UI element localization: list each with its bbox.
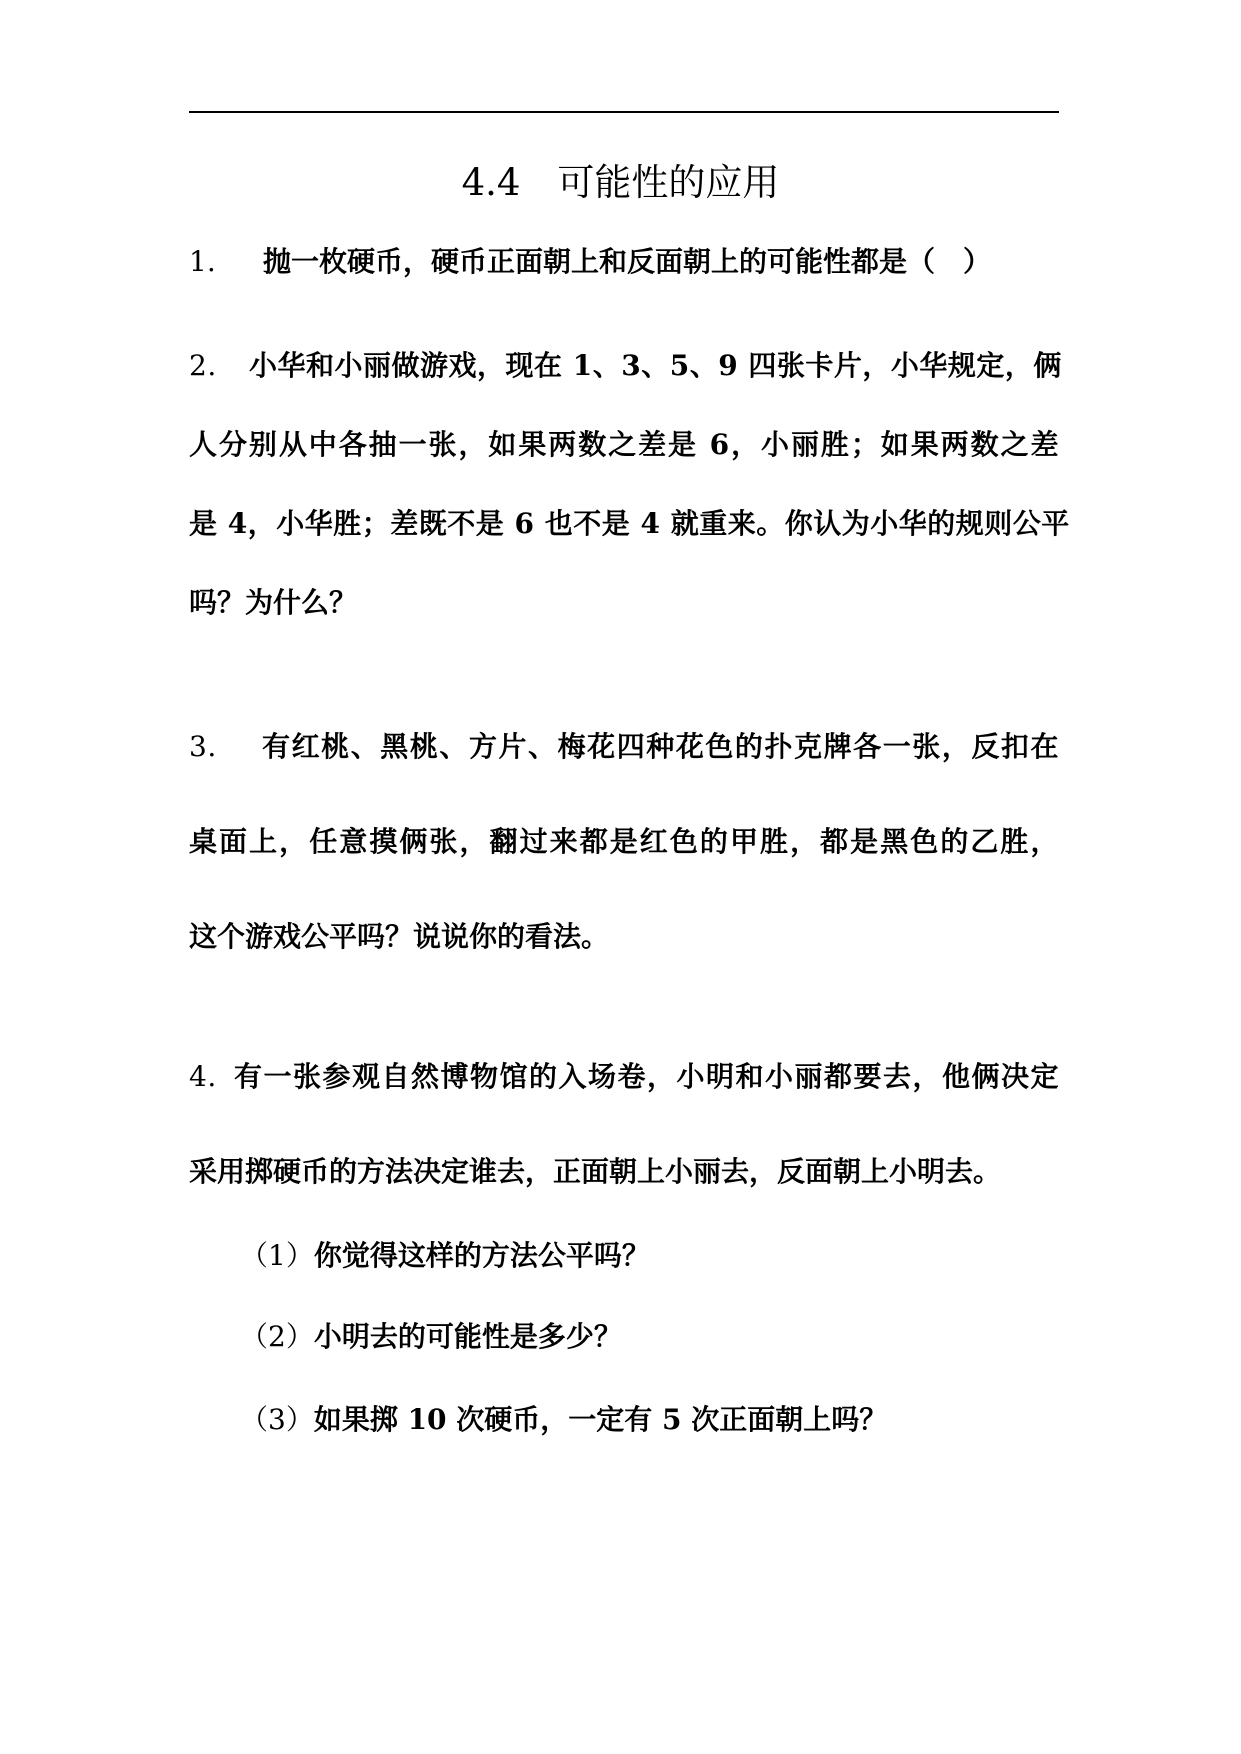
question-2-line-2: 人分别从中各抽一张，如果两数之差是 6，小丽胜；如果两数之差	[189, 428, 1059, 461]
header-rule	[189, 111, 1059, 113]
sub-question-3	[240, 1400, 887, 1440]
question-number: 3.	[189, 730, 217, 763]
sub-question-index: （3）	[240, 1403, 314, 1436]
question-4-line-1	[189, 1057, 1059, 1097]
sub-question-text: 小明去的可能性是多少？	[313, 1320, 622, 1353]
question-number: 1.	[189, 245, 216, 278]
sub-question-text: 你觉得这样的方法公平吗？	[313, 1239, 650, 1272]
question-3-line-2: 桌面上，任意摸俩张，翻过来都是红色的甲胜，都是黑色的乙胜，	[189, 825, 1059, 858]
question-1	[189, 242, 991, 282]
question-text-line: 有红桃、黑桃、方片、梅花四种花色的扑克牌各一张，反扣在	[261, 730, 1059, 763]
question-2-line-1	[189, 346, 1062, 386]
question-number: 4.	[189, 1060, 217, 1093]
question-4-line-2: 采用掷硬币的方法决定谁去，正面朝上小丽去，反面朝上小明去。	[189, 1155, 1002, 1188]
sub-question-index: （1）	[240, 1239, 314, 1272]
sub-question-text: 如果掷 10 次硬币，一定有 5 次正面朝上吗？	[313, 1403, 888, 1436]
page-title: 4.4 可能性的应用	[461, 161, 780, 204]
question-text-line: 抛一枚硬币，硬币正面朝上和反面朝上的可能性都是（ ）	[263, 245, 992, 278]
question-2-line-4: 吗？为什么？	[189, 586, 358, 619]
question-text-line: 有一张参观自然博物馆的入场卷，小明和小丽都要去，他俩决定	[233, 1060, 1059, 1093]
sub-question-2	[240, 1317, 622, 1357]
question-3-line-3: 这个游戏公平吗？说说你的看法。	[189, 920, 610, 953]
question-text-line: 小华和小丽做游戏，现在 1、3、5、9 四张卡片，小华规定，俩	[249, 349, 1062, 382]
question-number: 2.	[189, 349, 217, 382]
question-2-line-3: 是 4，小华胜；差既不是 6 也不是 4 就重来。你认为小华的规则公平	[189, 507, 1070, 540]
sub-question-index: （2）	[240, 1320, 314, 1353]
question-3-line-1	[189, 727, 1059, 767]
sub-question-1	[240, 1236, 650, 1276]
